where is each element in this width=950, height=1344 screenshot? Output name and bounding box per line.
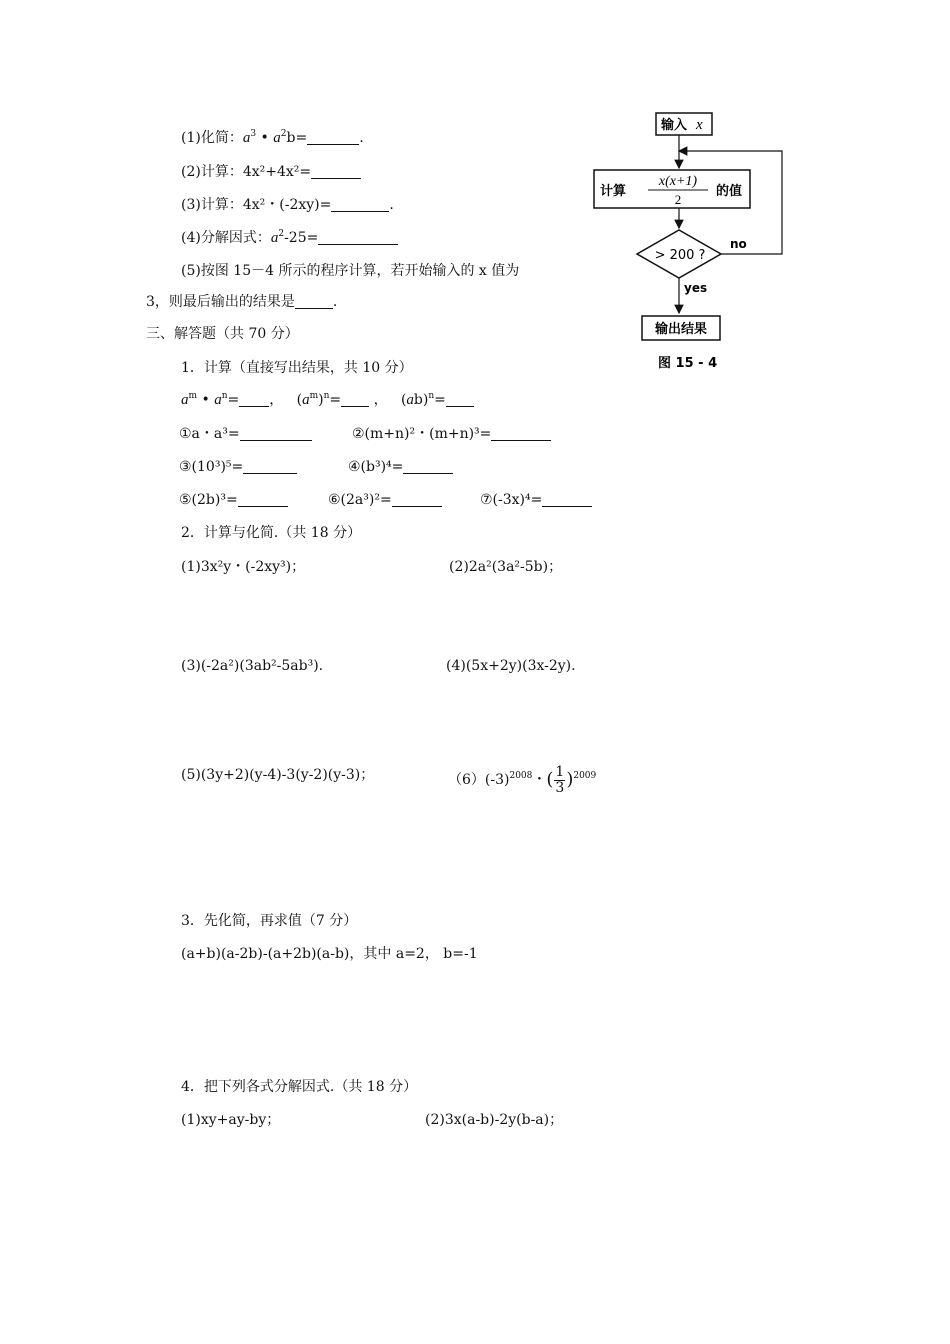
- part3-heading: 3．先化简，再求值（7 分）: [181, 913, 358, 929]
- part4-problem-2: (2)3x(a-b)-2y(b-a)；: [425, 1112, 564, 1128]
- part1-row1a: ①a・a³=: [179, 424, 312, 444]
- part1-row3b: ⑥(2a³)²=: [328, 490, 442, 510]
- part2-problem-5: (5)(3y+2)(y-4)-3(y-2)(y-3)；: [181, 767, 375, 783]
- flowchart-input-label: 输入: [661, 118, 688, 133]
- r2b-blank[interactable]: [403, 459, 453, 474]
- flowchart-no-label: no: [730, 237, 747, 251]
- r0-blank-1[interactable]: [239, 392, 269, 407]
- q2-answer-blank[interactable]: [311, 164, 361, 179]
- flowchart-figure: [590, 110, 790, 375]
- r3b-blank[interactable]: [392, 492, 442, 507]
- flowchart-compute-denominator: 2: [674, 192, 682, 207]
- part2-problem-3: (3)(-2a²)(3ab²-5ab³).: [181, 658, 324, 674]
- part1-row0: $a^m$ • $a^n=$ ， $(a^m)^n=$ ， (ab)$^n$=: [181, 390, 474, 410]
- flowchart-condition: > 200 ?: [654, 248, 706, 263]
- q4-answer-blank[interactable]: [318, 230, 398, 245]
- part2-problem-2: (2)2a²(3a²-5b)；: [449, 559, 563, 575]
- r3c-blank[interactable]: [542, 492, 592, 507]
- part4-heading: 4．把下列各式分解因式.（共 18 分）: [181, 1079, 418, 1095]
- r1b-blank[interactable]: [491, 426, 551, 441]
- r0-blank-3[interactable]: [446, 392, 474, 407]
- r0-blank-2[interactable]: [341, 392, 369, 407]
- flowchart-compute-numerator: x(x+1): [658, 174, 698, 189]
- flowchart-compute-suffix: 的值: [716, 184, 743, 199]
- part1-row3a: ⑤(2b)³=: [179, 490, 288, 510]
- part2-heading: 2．计算与化简.（共 18 分）: [181, 525, 362, 541]
- r2a-blank[interactable]: [243, 459, 297, 474]
- flowchart-caption: 图 15 - 4: [658, 356, 718, 371]
- part2-problem-6: $(6)(-3)^{2008}$・( $\frac{1}{3}$ )$^{2009}$: [448, 763, 597, 796]
- flowchart-yes-label: yes: [684, 281, 708, 295]
- q5-answer-blank[interactable]: [295, 294, 333, 309]
- q5-line1: (5)按图 15－4 所示的程序计算，若开始输入的 x 值为: [181, 263, 520, 279]
- part1-row2a: ③(10³)⁵=: [179, 457, 297, 477]
- q1-answer-blank[interactable]: [307, 130, 359, 145]
- part2-problem-4: (4)(5x+2y)(3x-2y).: [446, 658, 576, 674]
- q1-simplify: (1)化简：$a^3$ • $a^2b=$ .: [181, 129, 364, 146]
- flowchart-input-var: x: [696, 117, 703, 133]
- part1-row1b: ②(m+n)²・(m+n)³=: [352, 424, 551, 444]
- r3a-blank[interactable]: [238, 492, 288, 507]
- part4-problem-1: (1)xy+ay-by；: [181, 1112, 281, 1128]
- flowchart-output-label: 输出结果: [654, 322, 708, 337]
- part2-problem-1: (1)3x²y・(-2xy³)；: [181, 559, 306, 575]
- part1-row2b: ④(b³)⁴=: [348, 457, 453, 477]
- r1a-blank[interactable]: [240, 426, 312, 441]
- q3-answer-blank[interactable]: [331, 197, 389, 212]
- part1-row3c: ⑦(-3x)⁴=: [480, 490, 592, 510]
- q2-compute: (2)计算：4x²+4x²=: [181, 162, 361, 182]
- q4-factor: (4)分解因式：$a^2-25=$: [181, 228, 398, 248]
- part3-expression: (a+b)(a-2b)-(a+2b)(a-b)，其中 a=2， b=-1: [181, 946, 478, 962]
- q3-compute: (3)计算：4x²・(-2xy)= .: [181, 197, 394, 213]
- section-heading: 三、解答题（共 70 分）: [146, 326, 299, 342]
- part1-heading: 1．计算（直接写出结果，共 10 分）: [181, 360, 413, 376]
- fraction: $\frac{1}{3}$: [555, 763, 565, 796]
- q5-line2: 3，则最后输出的结果是 .: [146, 294, 338, 310]
- flowchart-compute-prefix: 计算: [600, 184, 627, 199]
